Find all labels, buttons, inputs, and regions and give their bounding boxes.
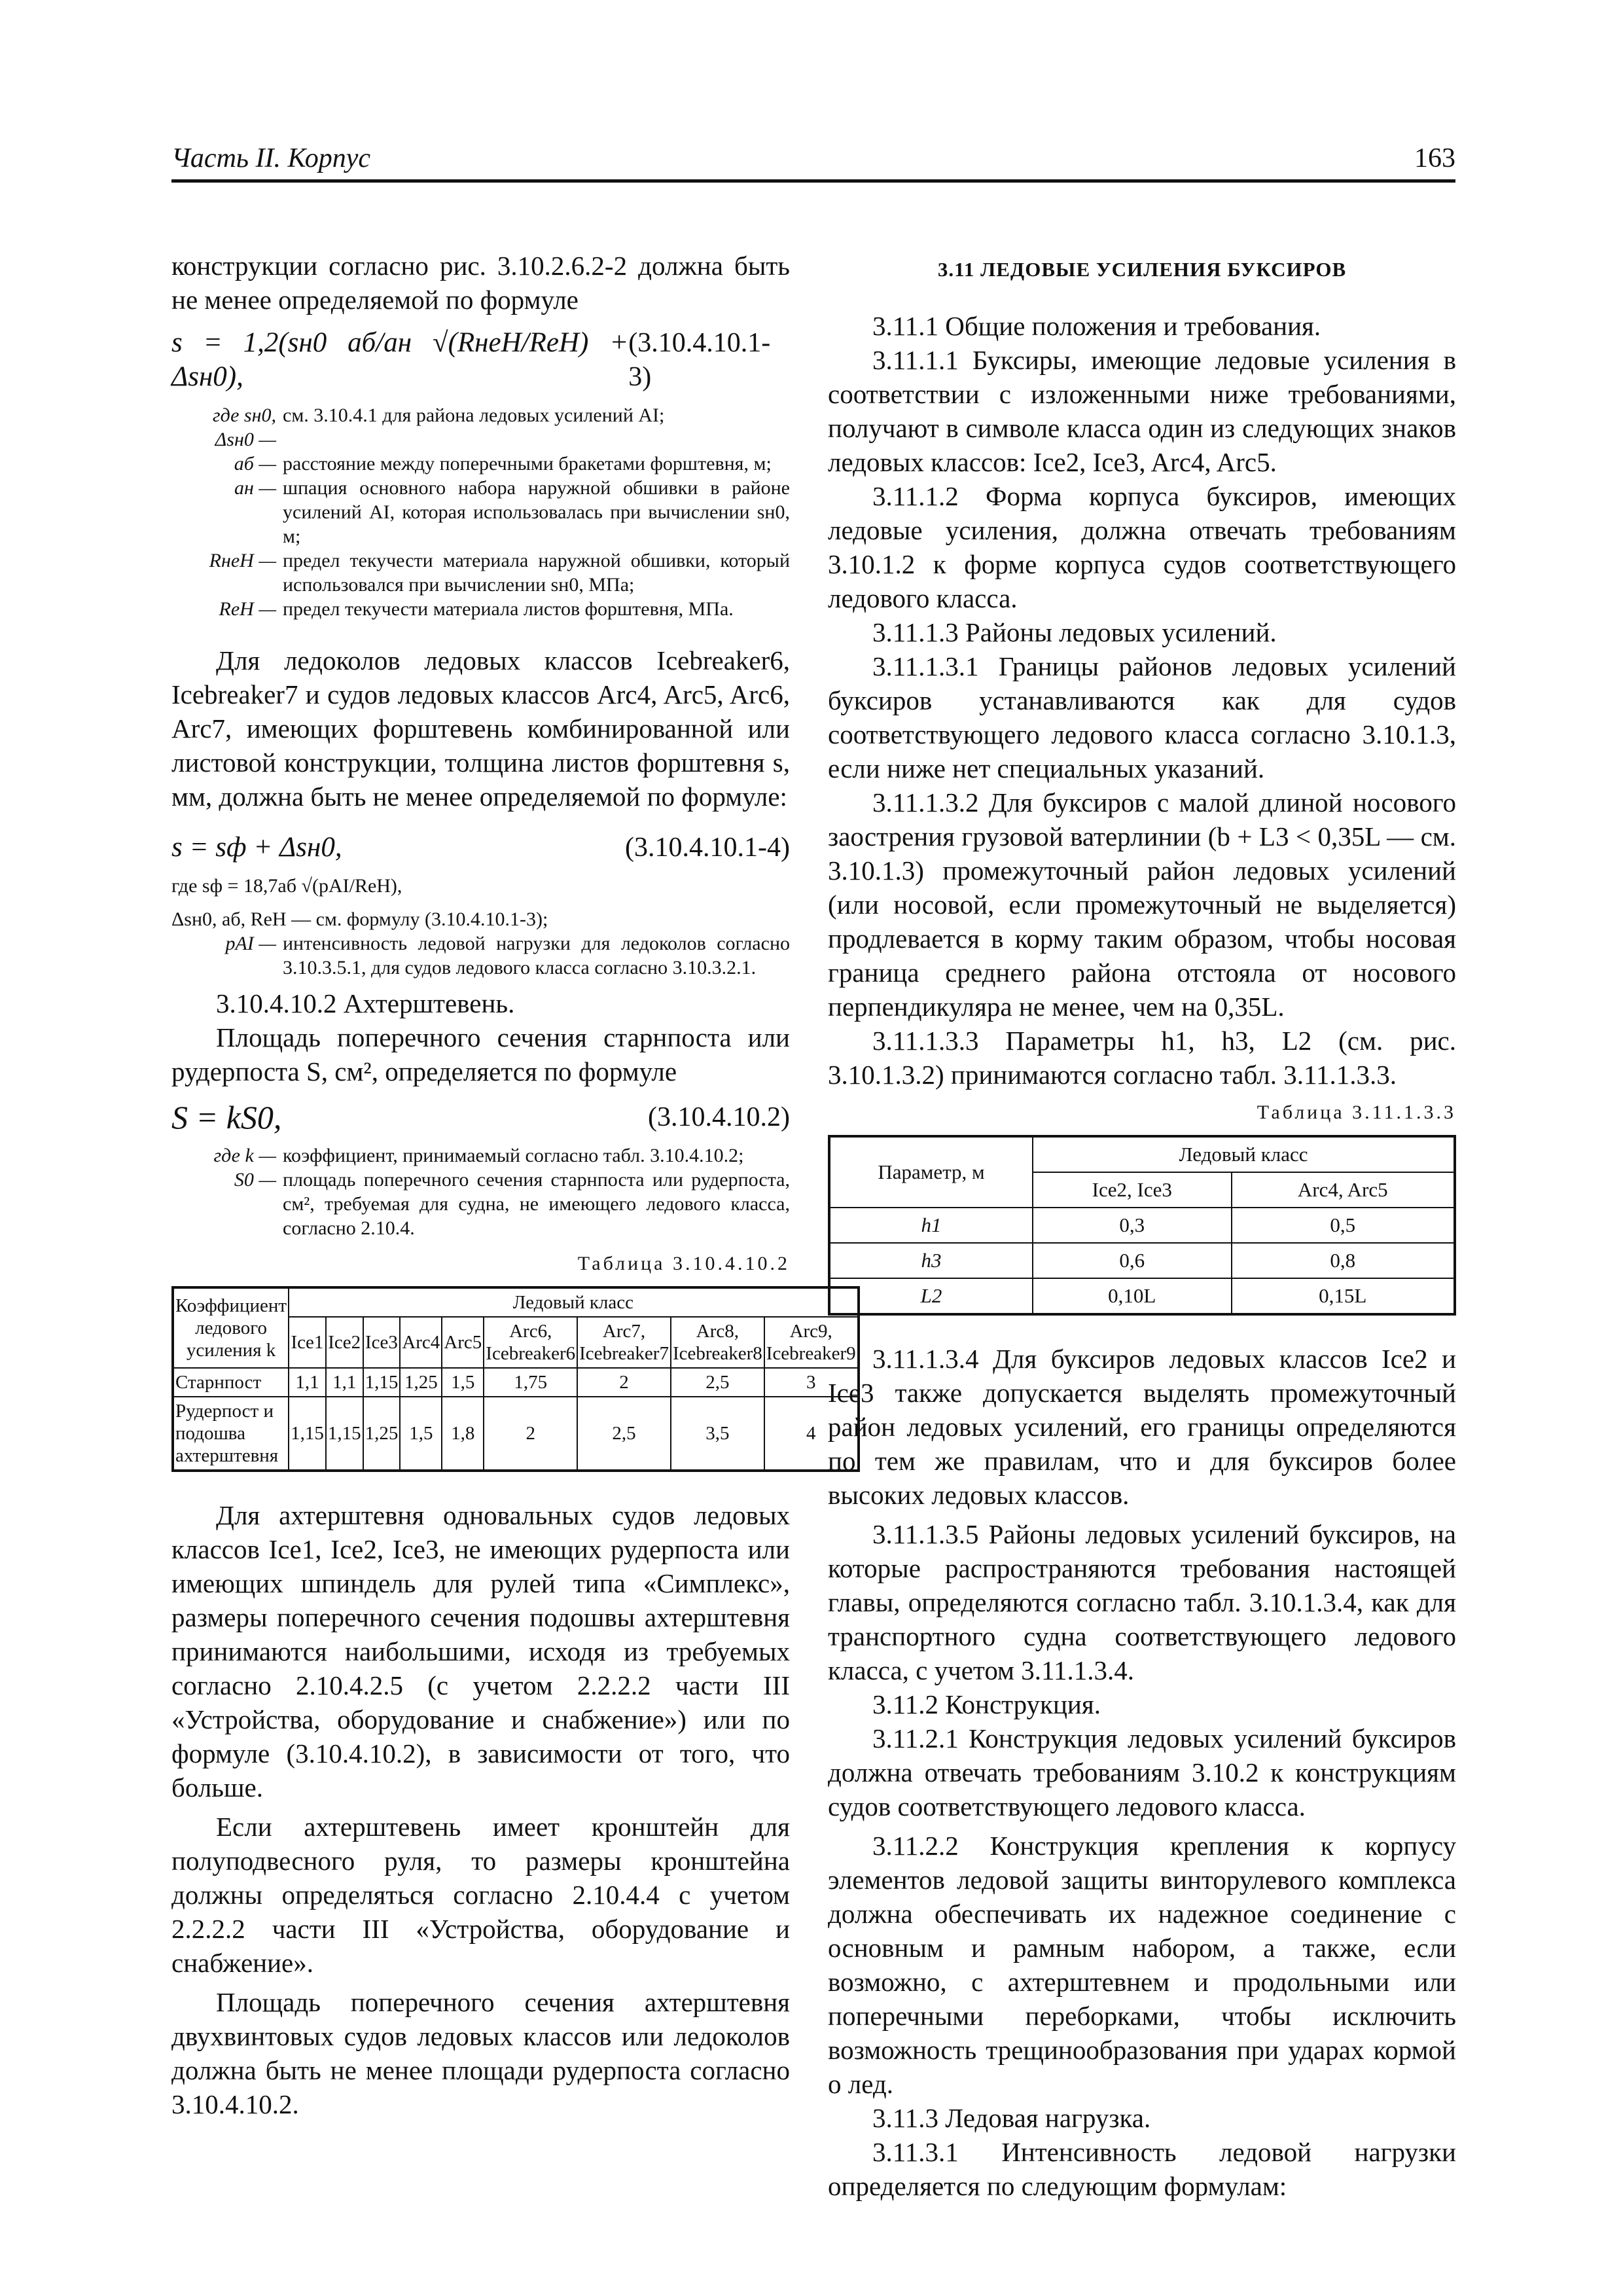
table-cell: 0,15L	[1232, 1278, 1455, 1314]
table-row	[173, 1368, 859, 1397]
formula-3-10-4-10-1-3	[171, 326, 790, 394]
paragraph: 3.11.1.3.5 Районы ледовых усилений буксиров, на которые распространяются требования настоящей главы, определяются согласно табл. 3.10.1.3.4, как для транспортного судна соответствующего ледового класса, с учетом 3.11.1.3.4.	[828, 1519, 1456, 1685]
table-group-header: Ледовый класс	[1033, 1136, 1455, 1172]
table-row-label: h1	[829, 1208, 1033, 1243]
paragraph: Для ахтерштевня одновальных судов ледовых классов Ice1, Ice2, Ice3, не имеющих рудерпоста или имеющих шпиндель для рулей типа «Симплекс», размеры поперечного сечения подошвы ахтерштевня принимаются наибольшими, исходя из требуемых согласно 2.10.4.2.5 (с учетом 2.2.2.2 части III «Устройства, оборудование и снабжение») или по формуле (3.10.4.10.2), в зависимости от того, что больше.	[171, 1500, 790, 1803]
table-cell: 1,15	[363, 1368, 401, 1397]
where-text: площадь поперечного сечения старнпоста или рудерпоста, см², требуемая для судна, не имеющего ледового класса, согласно 2.10.4.	[283, 1169, 790, 1239]
where-symbol: где k —	[213, 1145, 276, 1166]
where-symbol: ReH —	[219, 598, 276, 620]
where-row	[171, 452, 790, 476]
where-row	[171, 476, 790, 548]
paragraph: 3.11.1.3.1 Границы районов ледовых усилений буксиров устанавливаются как для судов соответствующего ледового класса согласно 3.10.1.3, если ниже нет специальных указаний.	[828, 651, 1456, 783]
table-column-header: Arc9, Icebreaker9	[764, 1317, 859, 1368]
subsection-heading: 3.11.2 Конструкция.	[872, 1689, 1101, 1719]
where-list	[171, 403, 790, 621]
where-row	[171, 1168, 790, 1240]
table-cell: 1,25	[363, 1397, 401, 1471]
table-cell: 0,3	[1033, 1208, 1232, 1243]
table-column-header: Arc5	[442, 1317, 484, 1368]
where-text: коэффициент, принимаемый согласно табл. 3.10.4.10.2;	[283, 1145, 744, 1166]
table-cell: 0,10L	[1033, 1278, 1232, 1314]
paragraph: 3.11.2.1 Конструкция ледовых усилений буксиров должна отвечать требованиям 3.10.2 к конструкциям судов соответствующего ледового класса.	[828, 1723, 1456, 1821]
table-caption: Таблица 3.10.4.10.2	[577, 1253, 790, 1274]
formula-3-10-4-10-2	[171, 1100, 790, 1134]
table-row	[829, 1243, 1455, 1278]
table-cell: 1,25	[400, 1368, 442, 1397]
formula-body: (sн0 aб/aн √(RнeH/ReH) + Δsн0),	[171, 327, 629, 392]
table-cell: 4	[764, 1397, 859, 1471]
paragraph: 3.11.1.2 Форма корпуса буксиров, имеющих ледовые усиления, должна отвечать требованиям 3.10.1.2 к форме корпуса судов соответствующего ледового класса.	[828, 481, 1456, 613]
table-group-header: Ледовый класс	[289, 1287, 859, 1317]
table-cell: 0,5	[1232, 1208, 1455, 1243]
right-column	[828, 249, 1456, 2203]
where-row	[171, 548, 790, 597]
paragraph: 3.11.2.2 Конструкция крепления к корпусу элементов ледовой защиты винторулевого комплекса должна обеспечивать их надежное соединение с основным и рамным набором, а также, если возможно, с ахтерштевнем и продольными или поперечными переборками, чтобы исключить возможность трещинообразования при ударах кормой о лед.	[828, 1831, 1456, 2099]
where-text: расстояние между поперечными бракетами форштевня, м;	[283, 453, 772, 475]
where-symbol: aб —	[234, 453, 276, 475]
where-list	[171, 874, 790, 980]
paragraph: 3.11.1.3.2 Для буксиров с малой длиной носового заострения грузовой ватерлинии (b + L3 < 0,35L — см. 3.10.1.3) промежуточный район ледовых усилений (или носовой, если промежуточный не выделяется) продлевается в корму таким образом, чтобы носовая граница среднего района отстояла от носового перпендикуляра не менее, чем на 0,35L.	[828, 787, 1456, 1022]
paragraph: Для ледоколов ледовых классов Icebreaker6, Icebreaker7 и судов ледовых классов Arc4, Arc5, Arc6, Arc7, имеющих форштевень комбинированной или листовой конструкции, толщина листов форштевня s, мм, должна быть не менее определяемой по формуле:	[171, 645, 790, 812]
table-cell: 1,15	[326, 1397, 363, 1471]
paragraph: Площадь поперечного сечения старнпоста или рудерпоста S, см², определяется по формуле	[171, 1022, 790, 1086]
table-cell: 2,5	[671, 1368, 764, 1397]
where-line: Δsн0, aб, ReH — см. формулу (3.10.4.10.1-3);	[171, 908, 548, 930]
table-3-11-1-3-3	[828, 1135, 1456, 1316]
table-row-label: L2	[829, 1278, 1033, 1314]
subsection-heading: 3.10.4.10.2 Ахтерштевень.	[216, 988, 515, 1018]
table-column-header: Arc8, Icebreaker8	[671, 1317, 764, 1368]
table-column-header: Ice3	[363, 1317, 401, 1368]
formula-lhs: s = 1,2	[171, 327, 279, 358]
page-number: 163	[1414, 143, 1455, 173]
table-cell: 1,1	[326, 1368, 363, 1397]
where-symbol: S0 —	[234, 1169, 276, 1191]
table-column-header: Ice2, Ice3	[1033, 1172, 1232, 1208]
section-title: 3.11 ЛЕДОВЫЕ УСИЛЕНИЯ БУКСИРОВ	[937, 258, 1347, 281]
where-row	[171, 1143, 790, 1168]
formula-number: (3.10.4.10.1-4)	[625, 833, 790, 863]
where-text: интенсивность ледовой нагрузки для ледоколов согласно 3.10.3.5.1, для судов ледового класса согласно 3.10.3.2.1.	[283, 933, 790, 978]
table-row-label: h3	[829, 1243, 1033, 1278]
table-cell: 2,5	[577, 1397, 671, 1471]
paragraph: Если ахтерштевень имеет кронштейн для полуподвесного руля, то размеры кронштейна должны определяться согласно 2.10.4.4 с учетом 2.2.2.2 части III «Устройства, оборудование и снабжение».	[171, 1812, 790, 1978]
where-text: шпация основного набора наружной обшивки в районе усилений AI, которая использовалась при вычислении sн0, м;	[283, 477, 790, 547]
table-cell: 1,75	[484, 1368, 577, 1397]
table-cell: 1,1	[289, 1368, 326, 1397]
paragraph: конструкции согласно рис. 3.10.2.6.2-2 должна быть не менее определяемой по формуле	[171, 251, 790, 315]
where-line: где sф = 18,7aб √(pAI/ReH),	[171, 875, 402, 897]
where-text: предел текучести материала наружной обшивки, который использовался при вычислении sн0, МПа;	[283, 550, 790, 596]
formula-number: (3.10.4.10.1-3)	[628, 328, 771, 392]
where-row	[171, 931, 790, 980]
table-column-header: Arc6, Icebreaker6	[484, 1317, 577, 1368]
table-cell: 1,8	[442, 1397, 484, 1471]
where-symbol: pAI —	[225, 933, 276, 954]
paragraph: Площадь поперечного сечения ахтерштевня двухвинтовых судов ледовых классов или ледоколов должна быть не менее площади рудерпоста согласно 3.10.4.10.2.	[171, 1987, 790, 2119]
where-text: см. 3.10.4.1 для района ледовых усилений AI;	[283, 404, 665, 426]
table-corner: Коэффициент ледового усиления k	[173, 1287, 289, 1368]
paragraph: 3.11.3.1 Интенсивность ледовой нагрузки определяется по следующим формулам:	[828, 2137, 1456, 2201]
page-header	[171, 140, 1455, 183]
table-row	[173, 1397, 859, 1471]
table-row	[829, 1208, 1455, 1243]
formula-number: (3.10.4.10.2)	[648, 1102, 790, 1132]
formula-body: S = kS0,	[171, 1099, 282, 1136]
subsection-heading: 3.11.1 Общие положения и требования.	[872, 311, 1321, 341]
table-3-10-4-10-2	[171, 1286, 860, 1472]
where-text: предел текучести материала листов форштевня, МПа.	[283, 598, 734, 620]
paragraph: 3.11.1.3.3 Параметры h1, h3, L2 (см. рис. 3.10.1.3.2) принимаются согласно табл. 3.11.1.3.3.	[828, 1026, 1456, 1090]
table-column-header: Ice2	[326, 1317, 363, 1368]
where-symbol: RнeH —	[209, 550, 276, 571]
formula-3-10-4-10-1-4	[171, 831, 790, 865]
where-list	[171, 1143, 790, 1240]
table-cell: 1,5	[442, 1368, 484, 1397]
table-row	[829, 1278, 1455, 1314]
where-symbol: где sн0, Δsн0 —	[212, 404, 276, 450]
table-param-header: Параметр, м	[829, 1136, 1033, 1208]
table-cell: 1,15	[289, 1397, 326, 1471]
table-column-header: Arc4	[400, 1317, 442, 1368]
left-column	[171, 249, 856, 2121]
paragraph: 3.11.1.1 Буксиры, имеющие ледовые усиления в соответствии с изложенными ниже требованиями, получают в символе класса один из следующих знаков ледовых классов: Ice2, Ice3, Arc4, Arc5.	[828, 345, 1456, 477]
where-row	[171, 597, 790, 621]
table-row-label: Рудерпост и подошва ахтерштевня	[173, 1397, 289, 1471]
part-title: Часть II. Корпус	[171, 143, 371, 173]
table-cell: 0,6	[1033, 1243, 1232, 1278]
table-column-header: Arc4, Arc5	[1232, 1172, 1455, 1208]
paragraph: 3.11.1.3.4 Для буксиров ледовых классов Ice2 и Ice3 также допускается выделять промежуточный район ледовых усилений, его границы определяются по тем же правилам, что и для буксиров более высоких ледовых классов.	[828, 1344, 1456, 1510]
formula-body: s = sф + Δsн0,	[171, 832, 342, 863]
table-cell: 3,5	[671, 1397, 764, 1471]
subsection-heading: 3.11.1.3 Районы ледовых усилений.	[872, 617, 1277, 647]
table-cell: 3	[764, 1368, 859, 1397]
where-row	[171, 403, 790, 452]
table-cell: 0,8	[1232, 1243, 1455, 1278]
where-symbol: aн —	[234, 477, 276, 499]
table-cell: 2	[577, 1368, 671, 1397]
table-cell: 1,5	[400, 1397, 442, 1471]
table-caption: Таблица 3.11.1.3.3	[1257, 1102, 1456, 1123]
table-column-header: Arc7, Icebreaker7	[577, 1317, 671, 1368]
table-cell: 2	[484, 1397, 577, 1471]
table-row-label: Старнпост	[173, 1368, 289, 1397]
subsection-heading: 3.11.3 Ледовая нагрузка.	[872, 2103, 1151, 2133]
table-column-header: Ice1	[289, 1317, 326, 1368]
